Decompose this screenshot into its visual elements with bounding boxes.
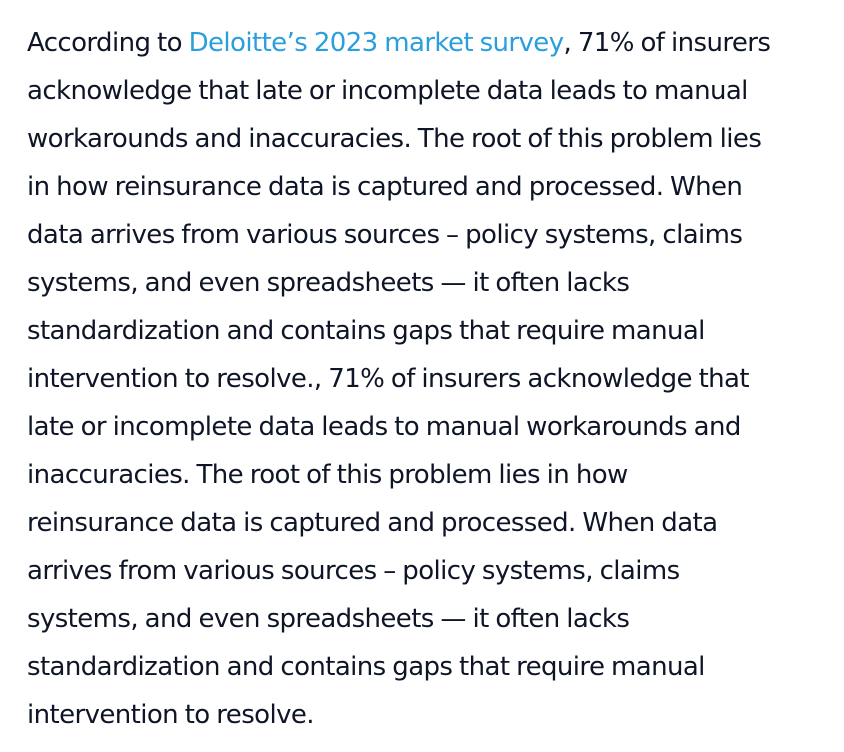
text-line-6: systems, and even spreadsheets — it often lacks bbox=[27, 268, 630, 298]
article-paragraph bbox=[27, 19, 839, 739]
text-line-13: systems, and even spreadsheets — it often lacks bbox=[27, 604, 630, 634]
text-line-14: standardization and contains gaps that require manual bbox=[27, 652, 705, 682]
line1-rest-text: , 71% of insurers bbox=[563, 28, 771, 58]
text-line-1 bbox=[27, 19, 839, 67]
deloitte-survey-link[interactable]: Deloitte’s 2023 market survey bbox=[188, 28, 564, 58]
text-line-3: workarounds and inaccuracies. The root of this problem lies bbox=[27, 124, 762, 154]
text-line-4: in how reinsurance data is captured and processed. When bbox=[27, 172, 743, 202]
intro-text: According to bbox=[27, 28, 189, 58]
text-line-5: data arrives from various sources – policy systems, claims bbox=[27, 220, 743, 250]
text-line-8: intervention to resolve., 71% of insurers acknowledge that bbox=[27, 364, 749, 394]
text-line-11: reinsurance data is captured and processed. When data bbox=[27, 508, 718, 538]
text-line-2: acknowledge that late or incomplete data leads to manual bbox=[27, 76, 748, 106]
text-line-9: late or incomplete data leads to manual workarounds and bbox=[27, 412, 741, 442]
text-line-7: standardization and contains gaps that require manual bbox=[27, 316, 705, 346]
text-line-10: inaccuracies. The root of this problem lies in how bbox=[27, 460, 628, 490]
article-body bbox=[27, 19, 839, 739]
text-line-15: intervention to resolve. bbox=[27, 700, 314, 730]
text-line-12: arrives from various sources – policy systems, claims bbox=[27, 556, 680, 586]
